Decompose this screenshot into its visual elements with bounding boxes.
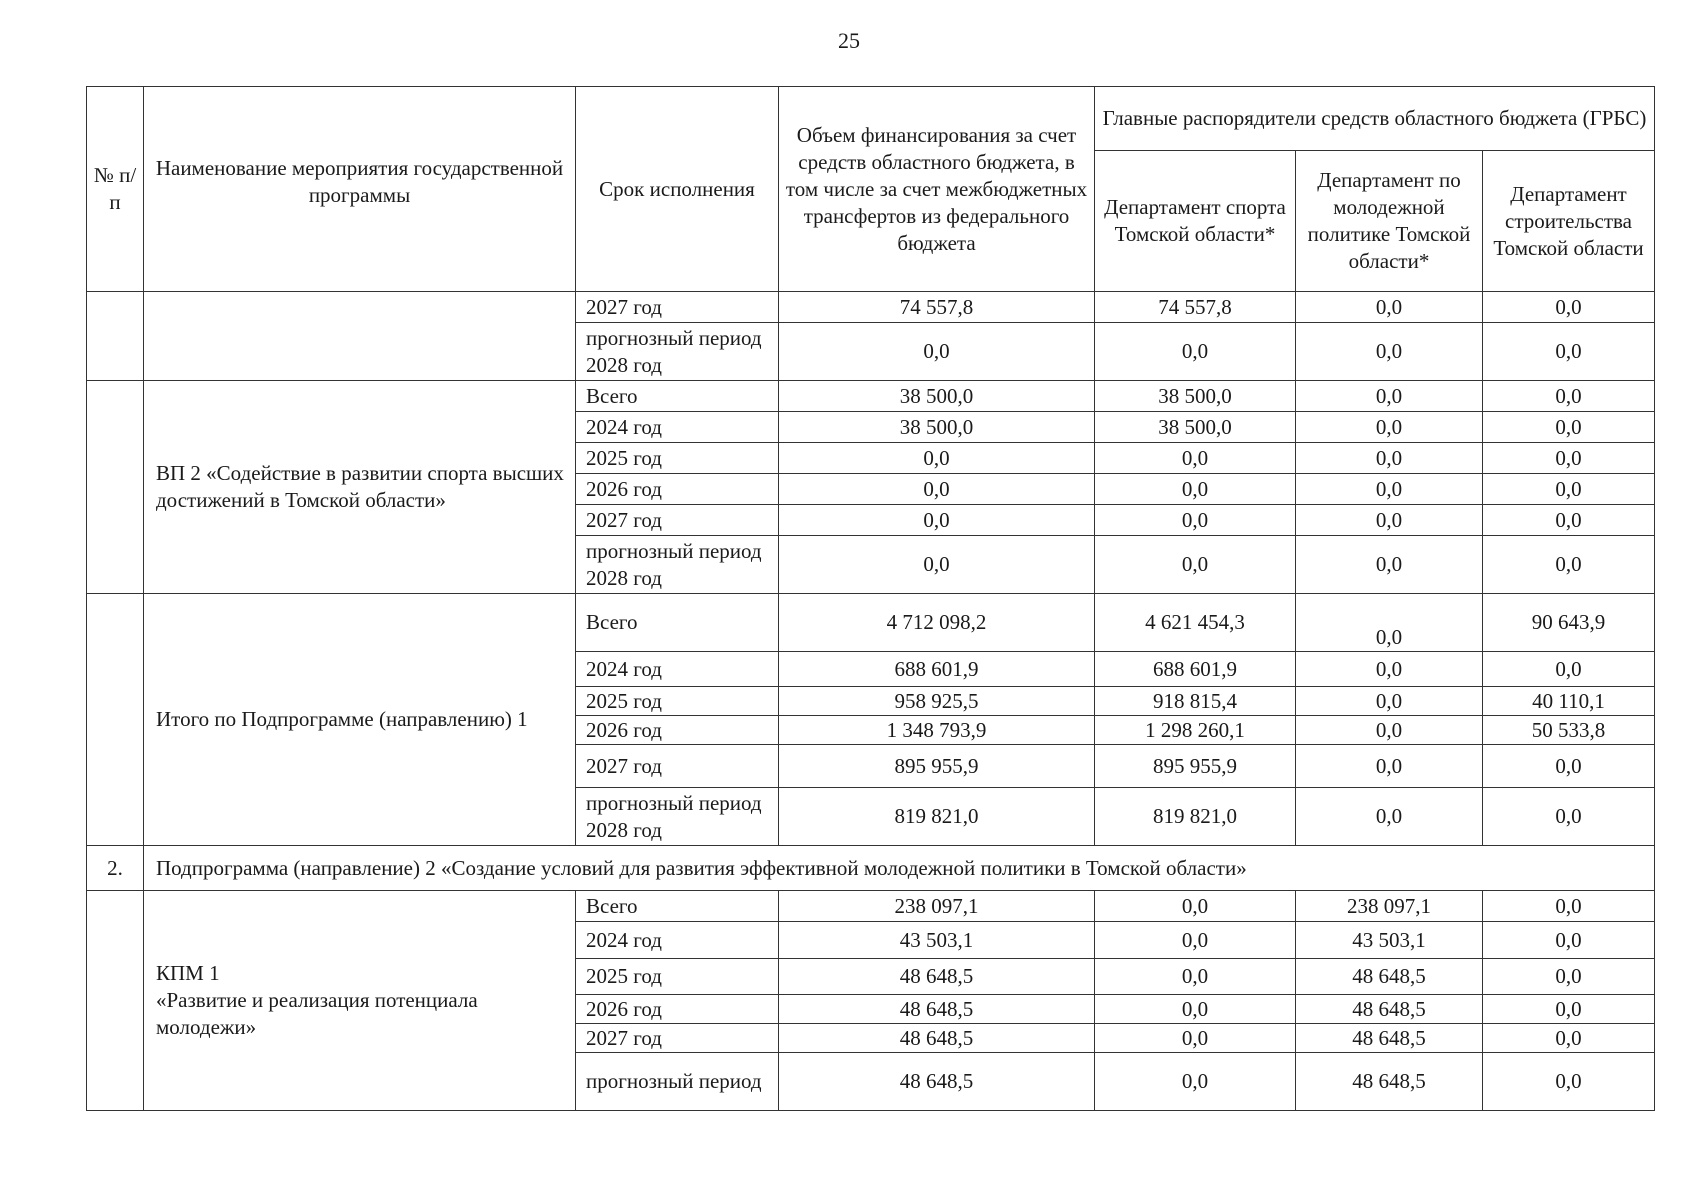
volume-cell: 895 955,9 — [779, 745, 1095, 788]
youth-cell: 43 503,1 — [1296, 922, 1483, 959]
num-cell — [87, 891, 144, 1111]
build-cell: 0,0 — [1483, 292, 1655, 323]
period-cell: Всего — [576, 381, 779, 412]
volume-cell: 48 648,5 — [779, 1053, 1095, 1111]
sport-cell: 0,0 — [1095, 505, 1296, 536]
volume-cell: 38 500,0 — [779, 412, 1095, 443]
build-cell: 0,0 — [1483, 891, 1655, 922]
activity-name: Итого по Подпрограмме (направлению) 1 — [144, 594, 576, 846]
sport-cell: 0,0 — [1095, 443, 1296, 474]
volume-cell: 819 821,0 — [779, 788, 1095, 846]
num-cell — [87, 381, 144, 594]
header-num: № п/п — [87, 87, 144, 292]
build-cell: 0,0 — [1483, 323, 1655, 381]
youth-cell: 0,0 — [1296, 745, 1483, 788]
table-row — [87, 594, 1655, 652]
youth-cell: 238 097,1 — [1296, 891, 1483, 922]
build-cell: 0,0 — [1483, 474, 1655, 505]
youth-cell: 48 648,5 — [1296, 995, 1483, 1024]
volume-cell: 0,0 — [779, 536, 1095, 594]
build-cell: 0,0 — [1483, 1024, 1655, 1053]
header-period: Срок исполнения — [576, 87, 779, 292]
sport-cell: 0,0 — [1095, 959, 1296, 995]
budget-table — [86, 86, 1655, 1111]
youth-cell: 0,0 — [1296, 292, 1483, 323]
volume-cell: 958 925,5 — [779, 687, 1095, 716]
youth-cell: 0,0 — [1296, 536, 1483, 594]
build-cell: 0,0 — [1483, 536, 1655, 594]
build-cell: 0,0 — [1483, 381, 1655, 412]
num-cell — [87, 292, 144, 381]
header-dep-sport: Департамент спорта Томской области* — [1095, 151, 1296, 292]
youth-cell: 0,0 — [1296, 687, 1483, 716]
volume-cell: 48 648,5 — [779, 959, 1095, 995]
build-cell: 0,0 — [1483, 412, 1655, 443]
sport-cell: 1 298 260,1 — [1095, 716, 1296, 745]
youth-cell: 48 648,5 — [1296, 1024, 1483, 1053]
sport-cell: 38 500,0 — [1095, 381, 1296, 412]
sport-cell: 0,0 — [1095, 536, 1296, 594]
sport-cell: 688 601,9 — [1095, 652, 1296, 687]
youth-cell: 0,0 — [1296, 412, 1483, 443]
period-cell: 2024 год — [576, 922, 779, 959]
volume-cell: 48 648,5 — [779, 1024, 1095, 1053]
period-cell: 2026 год — [576, 474, 779, 505]
period-cell: прогнозный период — [576, 1053, 779, 1111]
build-cell: 0,0 — [1483, 959, 1655, 995]
volume-cell: 0,0 — [779, 505, 1095, 536]
header-volume: Объем финансирования за счет средств областного бюджета, в том числе за счет межбюджетных трансфертов из федерального бюджета — [779, 87, 1095, 292]
build-cell: 0,0 — [1483, 443, 1655, 474]
youth-cell: 48 648,5 — [1296, 1053, 1483, 1111]
sport-cell: 0,0 — [1095, 1024, 1296, 1053]
build-cell: 0,0 — [1483, 1053, 1655, 1111]
header-dep-build: Департамент строительства Томской области — [1483, 151, 1655, 292]
volume-cell: 74 557,8 — [779, 292, 1095, 323]
header-grbs: Главные распорядители средств областного бюджета (ГРБС) — [1095, 87, 1655, 151]
activity-name-line2: «Развитие и реализация потенциала молодежи» — [156, 988, 478, 1039]
youth-cell: 0,0 — [1296, 323, 1483, 381]
header-dep-youth: Департамент по молодежной политике Томской области* — [1296, 151, 1483, 292]
volume-cell: 4 712 098,2 — [779, 594, 1095, 652]
build-cell: 40 110,1 — [1483, 687, 1655, 716]
table-row — [87, 292, 1655, 323]
sport-cell: 74 557,8 — [1095, 292, 1296, 323]
activity-name-line1: КПМ 1 — [156, 961, 220, 985]
table-row — [87, 891, 1655, 922]
num-cell — [87, 594, 144, 846]
build-cell: 0,0 — [1483, 505, 1655, 536]
period-cell: 2027 год — [576, 1024, 779, 1053]
period-cell: Всего — [576, 594, 779, 652]
header-row-1 — [87, 87, 1655, 151]
volume-cell: 1 348 793,9 — [779, 716, 1095, 745]
name-cell — [144, 292, 576, 381]
sport-cell: 918 815,4 — [1095, 687, 1296, 716]
sport-cell: 0,0 — [1095, 474, 1296, 505]
youth-cell: 0,0 — [1296, 788, 1483, 846]
period-cell: Всего — [576, 891, 779, 922]
youth-cell: 0,0 — [1296, 443, 1483, 474]
sport-cell: 0,0 — [1095, 1053, 1296, 1111]
period-cell: прогнозный период 2028 год — [576, 323, 779, 381]
volume-cell: 688 601,9 — [779, 652, 1095, 687]
activity-name: ВП 2 «Содействие в развитии спорта высших достижений в Томской области» — [144, 381, 576, 594]
sport-cell: 819 821,0 — [1095, 788, 1296, 846]
sport-cell: 895 955,9 — [1095, 745, 1296, 788]
build-cell: 0,0 — [1483, 652, 1655, 687]
table-row — [87, 381, 1655, 412]
youth-cell: 48 648,5 — [1296, 959, 1483, 995]
period-cell: 2026 год — [576, 995, 779, 1024]
build-cell: 0,0 — [1483, 788, 1655, 846]
sport-cell: 0,0 — [1095, 891, 1296, 922]
period-cell: прогнозный период 2028 год — [576, 788, 779, 846]
youth-cell: 0,0 — [1296, 474, 1483, 505]
build-cell: 0,0 — [1483, 995, 1655, 1024]
sport-cell: 38 500,0 — [1095, 412, 1296, 443]
volume-cell: 43 503,1 — [779, 922, 1095, 959]
youth-cell: 0,0 — [1296, 505, 1483, 536]
period-cell: 2024 год — [576, 412, 779, 443]
period-cell: 2026 год — [576, 716, 779, 745]
section-title: Подпрограмма (направление) 2 «Создание условий для развития эффективной молодежной политики в Томской области» — [144, 846, 1655, 891]
volume-cell: 0,0 — [779, 443, 1095, 474]
youth-cell: 0,0 — [1296, 381, 1483, 412]
activity-name — [144, 891, 576, 1111]
volume-cell: 238 097,1 — [779, 891, 1095, 922]
section-num: 2. — [87, 846, 144, 891]
build-cell: 0,0 — [1483, 745, 1655, 788]
build-cell: 50 533,8 — [1483, 716, 1655, 745]
section-row — [87, 846, 1655, 891]
sport-cell: 0,0 — [1095, 323, 1296, 381]
period-cell: 2025 год — [576, 959, 779, 995]
period-cell: 2025 год — [576, 443, 779, 474]
period-cell: прогнозный период 2028 год — [576, 536, 779, 594]
sport-cell: 4 621 454,3 — [1095, 594, 1296, 652]
build-cell: 90 643,9 — [1483, 594, 1655, 652]
build-cell: 0,0 — [1483, 922, 1655, 959]
period-cell: 2027 год — [576, 292, 779, 323]
volume-cell: 48 648,5 — [779, 995, 1095, 1024]
volume-cell: 38 500,0 — [779, 381, 1095, 412]
youth-cell: 0,0 — [1296, 594, 1483, 652]
page-number: 25 — [838, 28, 860, 53]
youth-cell: 0,0 — [1296, 652, 1483, 687]
period-cell: 2027 год — [576, 505, 779, 536]
youth-cell: 0,0 — [1296, 716, 1483, 745]
sport-cell: 0,0 — [1095, 922, 1296, 959]
period-cell: 2027 год — [576, 745, 779, 788]
period-cell: 2024 год — [576, 652, 779, 687]
volume-cell: 0,0 — [779, 323, 1095, 381]
sport-cell: 0,0 — [1095, 995, 1296, 1024]
period-cell: 2025 год — [576, 687, 779, 716]
volume-cell: 0,0 — [779, 474, 1095, 505]
header-name: Наименование мероприятия государственной программы — [144, 87, 576, 292]
